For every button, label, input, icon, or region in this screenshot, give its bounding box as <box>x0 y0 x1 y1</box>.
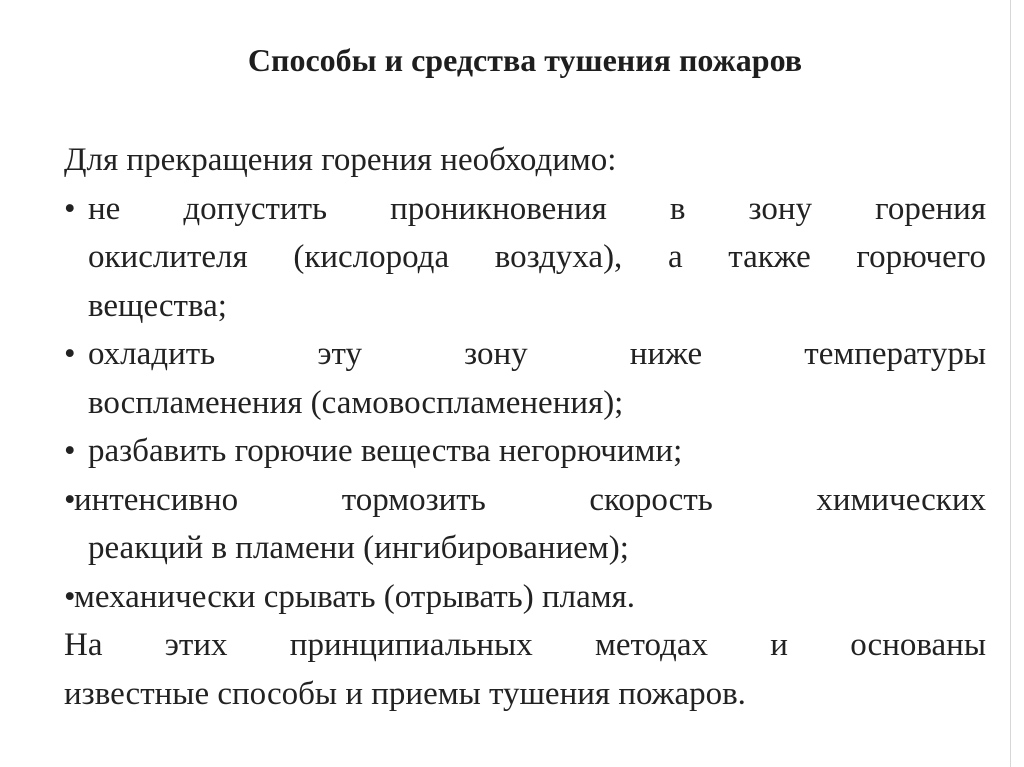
slide-body <box>64 136 986 718</box>
list-item-text: механически срывать (отрывать) пламя. <box>74 578 636 615</box>
list-item-text: не допустить проникновения в зону горения <box>88 190 986 227</box>
list-item-text: разбавить горючие вещества негорючими; <box>88 433 683 469</box>
list-item-line <box>64 379 986 428</box>
list-item-text: окислителя (кислорода воздуха), а также горючего <box>88 239 986 275</box>
list-item-text: воспламенения (самовоспламенения); <box>88 384 624 421</box>
list-item-line <box>64 233 986 282</box>
list-item-text: охладить эту зону ниже температуры <box>88 336 986 372</box>
conclusion-text: известные способы и приемы тушения пожаров. <box>64 675 746 712</box>
list-item-line <box>64 282 986 331</box>
bullet-icon: • <box>64 433 76 469</box>
list-item-text: вещества; <box>88 287 227 324</box>
bullet-icon: • <box>64 190 76 227</box>
slide-edge-divider <box>1010 0 1011 767</box>
list-item-line <box>64 524 986 573</box>
bullet-icon: • <box>64 336 76 372</box>
list-item-line <box>64 330 986 379</box>
bullet-icon: • <box>64 578 76 615</box>
conclusion-text: На этих принципиальных методах и основаны <box>64 627 986 663</box>
slide-title: Способы и средства тушения пожаров <box>247 42 803 78</box>
list-item-line <box>64 476 986 525</box>
list-item-line <box>64 185 986 234</box>
list-item-line <box>64 573 986 622</box>
list-item-text: реакций в пламени (ингибированием); <box>88 530 629 566</box>
list-item-line <box>64 427 986 476</box>
bullet-icon: • <box>64 481 76 518</box>
intro-text: Для прекращения горения необходимо: <box>64 142 617 178</box>
list-item-text: интенсивно тормозить скорость химических <box>74 481 986 518</box>
